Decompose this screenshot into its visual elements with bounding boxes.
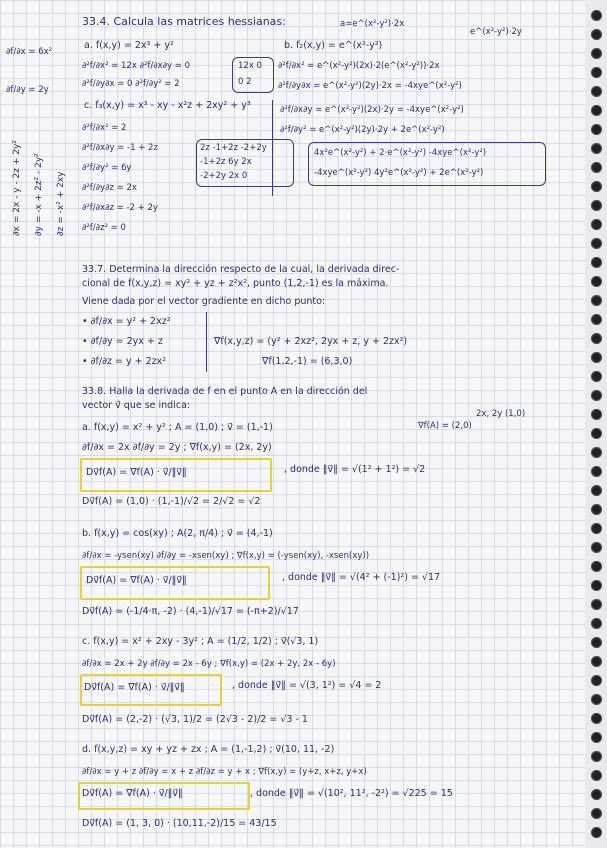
ex334-header-fn2: e^(x²-y²)·2y: [470, 27, 522, 37]
ex337-grad: ∇f(x,y,z) = (y² + 2xz², 2yx + z, y + 2zx²): [214, 336, 408, 347]
spiral-ring: [591, 352, 602, 363]
ex334-a-matrix-row2: 0 2: [238, 77, 252, 87]
ex334-b-more1: ∂²f/∂x∂y = e^(x²-y²)(2x)·2y = -4xye^(x²-y²): [280, 105, 464, 115]
spiral-ring: [591, 371, 602, 382]
spiral-ring: [591, 675, 602, 686]
spiral-ring: [591, 257, 602, 268]
ex334-b-line1: ∂²f/∂x² = e^(x²-y²)(2x)·2(e^(x²-y²))·2x: [278, 61, 440, 71]
ex338-d-partials: ∂f/∂x = y + z ∂f/∂y = x + z ∂f/∂z = y + x ; ∇f(x,y) = (y+z, x+z, y+x): [82, 767, 367, 777]
spiral-ring: [591, 599, 602, 610]
spiral-ring: [591, 580, 602, 591]
spiral-ring: [591, 789, 602, 800]
ex338-a-result: Dv⃗f(A) = (1,0) · (1,-1)/√2 = 2/√2 = √2: [82, 496, 261, 507]
ex337-partial-y: • ∂f/∂y = 2yx + z: [82, 336, 163, 347]
ex334-c-line1: ∂²f/∂x² = 2: [82, 123, 127, 133]
spiral-ring: [591, 827, 602, 838]
spiral-ring: [591, 390, 602, 401]
ex334-c-line4: ∂²f/∂y∂z = 2x: [82, 183, 137, 193]
spiral-ring: [591, 409, 602, 420]
ex334-b-matrix-row1: 4x²e^(x²-y²) + 2·e^(x²-y²) -4xye^(x²-y²): [314, 148, 487, 158]
ex337-separator: [206, 312, 207, 372]
ex338-a-formula: Dv⃗f(A) = ∇f(A) · v⃗/‖v⃗‖: [86, 467, 187, 478]
ex338-c-fn: c. f(x,y) = x² + 2xy - 3y² ; A = (1/2, 1/2) ; v⃗(√3, 1): [82, 636, 319, 647]
ex334-c-line5: ∂²f/∂x∂z = -2 + 2y: [82, 203, 158, 213]
ex338-a-grad-note: ∇f(A) = (2,0): [418, 421, 472, 431]
ex338-c-norm: , donde ‖v⃗‖ = √(3, 1²) = √4 = 2: [232, 680, 382, 691]
spiral-ring: [591, 162, 602, 173]
ex338-b-norm: , donde ‖v⃗‖ = √(4² + (-1)²) = √17: [282, 572, 441, 583]
ex338-c-formula: Dv⃗f(A) = ∇f(A) · v⃗/‖v⃗‖: [84, 682, 185, 693]
ex338-c-partials: ∂f/∂x = 2x + 2y ∂f/∂y = 2x - 6y ; ∇f(x,y) = (2x + 2y, 2x - 6y): [82, 659, 336, 669]
margin-note-dfdx: ∂f/∂x = 6x²: [6, 47, 53, 57]
spiral-ring: [591, 751, 602, 762]
spiral-binding: [585, 0, 607, 848]
spiral-ring: [591, 29, 602, 40]
ex338-d-norm: , donde ‖v⃗‖ = √(10², 11², -2²) = √225 = 15: [250, 788, 453, 799]
spiral-ring: [591, 181, 602, 192]
ex338-d-result: Dv⃗f(A) = (1, 3, 0) · (10,11,-2)/15 = 43/15: [82, 818, 277, 829]
ex338-b-fn: b. f(x,y) = cos(xy) ; A(2, π/4) ; v⃗ = (4,-1): [82, 528, 273, 539]
ex338-d-formula: Dv⃗f(A) = ∇f(A) · v⃗/‖v⃗‖: [82, 788, 183, 799]
ex334-c-line2: ∂²f/∂x∂y = -1 + 2z: [82, 143, 158, 153]
ex334-c-line6: ∂²f/∂z² = 0: [82, 223, 126, 233]
spiral-ring: [591, 105, 602, 116]
spiral-ring: [591, 143, 602, 154]
spiral-ring: [591, 656, 602, 667]
spiral-ring: [591, 238, 602, 249]
spiral-ring: [591, 618, 602, 629]
ex334-b-more2: ∂²f/∂y² = e^(x²-y²)(2y)·2y + 2e^(x²-y²): [280, 125, 445, 135]
spiral-ring: [591, 466, 602, 477]
ex334-a-line2: ∂²f/∂y∂x = 0 ∂²f/∂y² = 2: [82, 79, 180, 89]
ex334-c-matrix-row2: -1+2z 6y 2x: [200, 157, 252, 167]
ex338-title2: vector v⃗ que se indica:: [82, 400, 191, 411]
margin-vertical-3: ∂z = -x² + 2xy: [56, 171, 66, 236]
ex338-b-result: Dv⃗f(A) = (-1/4·π, -2) · (4,-1)/√17 = (-π+2)/√17: [82, 606, 299, 617]
spiral-ring: [591, 314, 602, 325]
ex338-a-fn: a. f(x,y) = x² + y² ; A = (1,0) ; v⃗ = (1,-1): [82, 422, 273, 433]
ex334-c-matrix-row1: 2z -1+2z -2+2y: [200, 143, 267, 153]
ex338-title: 33.8. Halla la derivada de f en el punto A en la dirección del: [82, 386, 368, 397]
spiral-ring: [591, 10, 602, 21]
spiral-ring: [591, 124, 602, 135]
spiral-ring: [591, 86, 602, 97]
spiral-ring: [591, 48, 602, 59]
ex334-a-matrix-row1: 12x 0: [238, 61, 262, 71]
spiral-ring: [591, 732, 602, 743]
ex338-a-grad-note2: 2x, 2y (1,0): [476, 409, 526, 419]
spiral-ring: [591, 295, 602, 306]
ex334-b-fn: b. f₂(x,y) = e^(x²-y²): [284, 40, 383, 51]
spiral-ring: [591, 694, 602, 705]
ex338-c-result: Dv⃗f(A) = (2,-2) · (√3, 1)/2 = (2√3 - 2)/2 = √3 - 1: [82, 714, 308, 725]
ex334-title: 33.4. Calcula las matrices hessianas:: [82, 15, 286, 28]
spiral-ring: [591, 333, 602, 344]
ex338-a-partials: ∂f/∂x = 2x ∂f/∂y = 2y ; ∇f(x,y) = (2x, 2y): [82, 442, 272, 453]
spiral-ring: [591, 485, 602, 496]
ex334-c-line3: ∂²f/∂y² = 6y: [82, 163, 132, 173]
spiral-ring: [591, 637, 602, 648]
ex334-c-fn: c. f₃(x,y) = x³ - xy - x²z + 2xy² + y³: [84, 100, 251, 111]
spiral-ring: [591, 504, 602, 515]
ex338-d-fn: d. f(x,y,z) = xy + yz + zx ; A = (1,-1,2) ; v⃗(10, 11, -2): [82, 744, 335, 755]
ex334-b-matrix-row2: -4xye^(x²-y²) 4y²e^(x²-y²) + 2e^(x²-y²): [314, 168, 484, 178]
ex338-b-partials: ∂f/∂x = -ysen(xy) ∂f/∂y = -xsen(xy) ; ∇f(x,y) = (-ysen(xy), -xsen(xy)): [82, 551, 370, 561]
spiral-ring: [591, 276, 602, 287]
ex337-intro: Viene dada por el vector gradiente en dicho punto:: [82, 296, 326, 307]
ex338-a-norm: , donde ‖v⃗‖ = √(1² + 1²) = √2: [284, 464, 426, 475]
ex337-partial-z: • ∂f/∂z = y + 2zx²: [82, 356, 167, 367]
ex337-title: 33.7. Determina la dirección respecto de la cual, la derivada direc-: [82, 264, 400, 275]
spiral-ring: [591, 770, 602, 781]
ex334-b-line2: ∂²f/∂y∂x = e^(x²-y²)(2y)·2x = -4xye^(x²-y²): [278, 81, 462, 91]
margin-note-dfdy: ∂f/∂y = 2y: [6, 85, 49, 95]
ex337-title2: cional de f(x,y,z) = xy² + yz + z²x², punto (1,2,-1) es la máxima.: [82, 278, 389, 289]
ex334-c-matrix-row3: -2+2y 2x 0: [200, 171, 248, 181]
ex338-b-formula: Dv⃗f(A) = ∇f(A) · v⃗/‖v⃗‖: [86, 575, 187, 586]
ex334-header-fn1: a=e^(x²-y²)·2x: [340, 19, 405, 29]
margin-vertical-1: ∂x = 2x - y - 2z + 2y²: [12, 140, 22, 236]
ex337-grad-value: ∇f(1,2,-1) = (6,3,0): [262, 356, 353, 367]
ex337-partial-x: • ∂f/∂x = y² + 2xz²: [82, 316, 171, 327]
spiral-ring: [591, 542, 602, 553]
spiral-ring: [591, 67, 602, 78]
spiral-ring: [591, 561, 602, 572]
spiral-ring: [591, 523, 602, 534]
ex334-a-fn: a. f(x,y) = 2x³ + y²: [84, 40, 174, 51]
margin-vertical-2: ∂y = -x + 2z² - 2y²: [34, 153, 44, 236]
spiral-ring: [591, 428, 602, 439]
spiral-ring: [591, 200, 602, 211]
spiral-ring: [591, 447, 602, 458]
spiral-ring: [591, 808, 602, 819]
spiral-ring: [591, 713, 602, 724]
spiral-ring: [591, 219, 602, 230]
ex334-separator: [272, 100, 273, 196]
ex334-a-line1: ∂²f/∂x² = 12x ∂²f/∂x∂y = 0: [82, 61, 191, 71]
